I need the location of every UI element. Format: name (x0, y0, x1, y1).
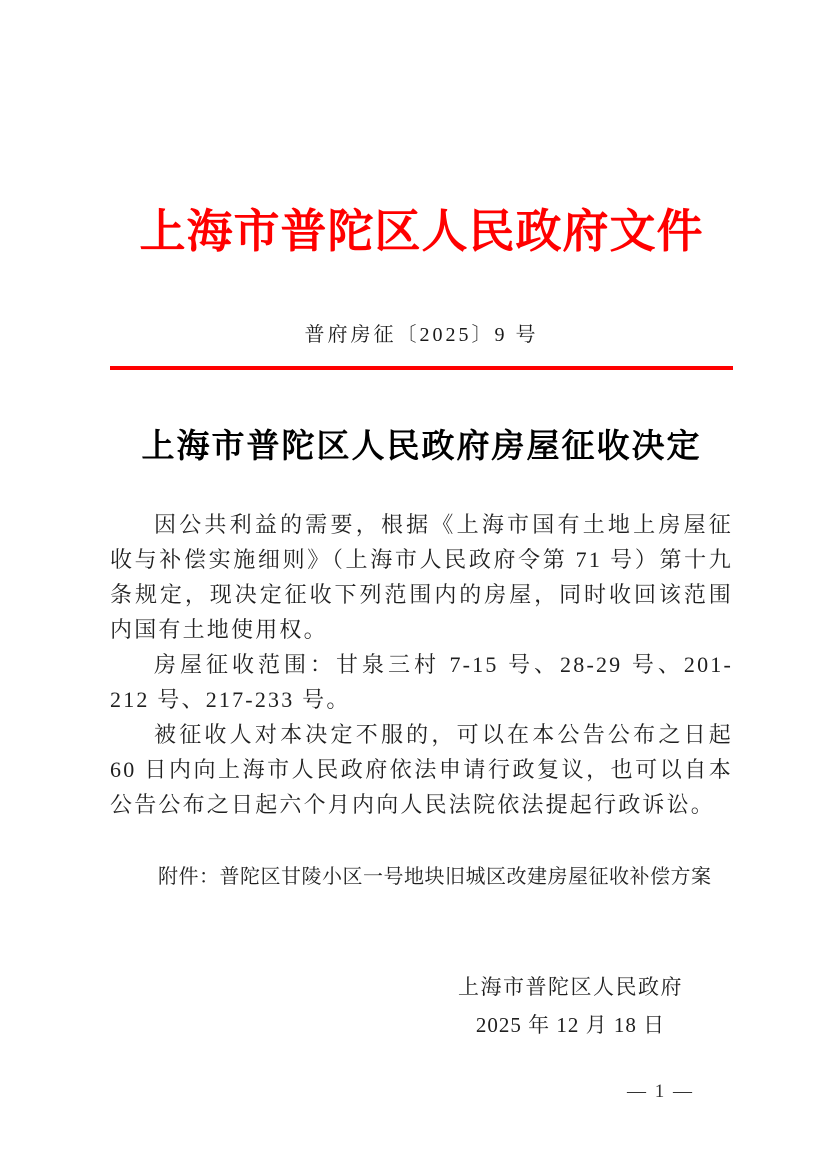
document-title: 上海市普陀区人民政府房屋征收决定 (141, 429, 702, 465)
paragraph-appeal-rights: 被征收人对本决定不服的，可以在本公告公布之日起 60 日内向上海市人民政府依法申请行政复议，也可以自本公告公布之日起六个月内向人民法院依法提起行政诉讼。 (110, 722, 733, 817)
doc-number: 普府房征〔2025〕9 号 (304, 324, 539, 346)
document-body (110, 507, 733, 822)
paragraph-expropriation-scope: 房屋征收范围：甘泉三村 7-15 号、28-29 号、201-212 号、217-233 号。 (110, 652, 733, 712)
signature-block (110, 974, 733, 1038)
attachment-line: 附件：普陀区甘陵小区一号地块旧城区改建房屋征收补偿方案 (158, 866, 712, 888)
letterhead-title: 上海市普陀区人民政府文件 (139, 206, 704, 257)
red-divider-line (110, 366, 733, 370)
signature-date: 2025 年 12 月 18 日 (475, 1013, 666, 1037)
signature-name: 上海市普陀区人民政府 (458, 975, 683, 999)
signature-inner (458, 974, 683, 1038)
paragraph-legal-basis: 因公共利益的需要，根据《上海市国有土地上房屋征收与补偿实施细则》（上海市人民政府令第 71 号）第十九条规定，现决定征收下列范围内的房屋，同时收回该范围内国有土地使用权。 (110, 512, 733, 642)
page-number: — 1 — (627, 1081, 694, 1102)
